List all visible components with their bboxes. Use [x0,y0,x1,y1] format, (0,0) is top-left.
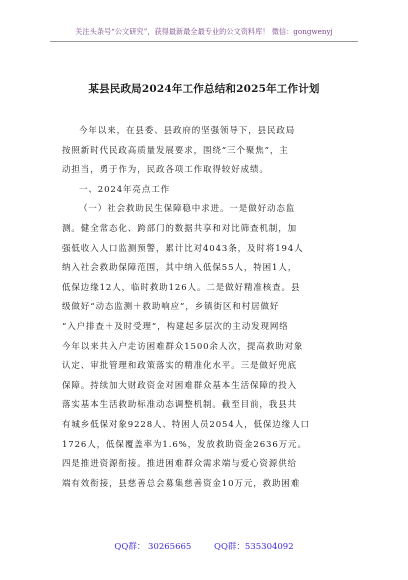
header-divider [50,41,358,42]
footer-qq-groups [0,540,408,552]
document-title: 某县民政局2024年工作总结和2025年工作计划 [88,83,320,95]
intro-line: 今年以来，在县委、县政府的坚强领导下，县民政局 [79,126,296,136]
intro-line: 动担当，勇于作为，民政各项工作取得较好成绩。 [62,165,269,176]
paragraph-line: 纳入社会救助保障范围，其中纳入低保55人，特困1人， [62,263,298,274]
intro-line: 按照新时代民政高质量发展要求，围绕“三个聚焦”，主 [62,145,289,156]
intro-paragraph [62,122,356,181]
section-heading: 一、2024年亮点工作 [79,184,171,195]
header-note: 关注头条号“公文研究”，获得最新最全最专业的公文资料库！ 微信：gongwenyj [75,27,333,36]
paragraph-line: 有城乡低保对象9228人、特困人员2054人，低保边缘人口 [62,419,310,430]
paragraph-line: 强低收入人口监测预警，累计比对4043条，及时将194人 [62,243,304,254]
paragraph-line: 保障。持续加大财政资金对困难群众基本生活保障的投入 [62,380,298,391]
document-body [62,122,356,494]
paragraph-line: 低保边缘12人，临时救助126人。二是做好精准核查。县 [62,282,301,293]
section-paragraph [62,200,356,494]
qq-group-1: QQ群： 30265665 [114,542,192,552]
paragraph-line: “入户排查＋及时受理”，构建起多层次的主动发现网络 [62,321,289,332]
paragraph-line: （一）社会救助民生保障稳中求进。一是做好动态监 [79,204,296,215]
paragraph-line: 1726人，低保覆盖率为1.6%，发放救助资金2636万元。 [62,439,307,450]
paragraph-line: 端有效衔接，县慈善总会募集慈善资金10万元，救助困难 [62,478,301,489]
qq-group-2: QQ群：535304092 [214,542,294,552]
paragraph-line: 四是推进资源衔接。推进困难群众需求端与爱心资源供给 [62,459,298,470]
paragraph-line: 落实基本生活救助标准动态调整机制。截至目前，我县共 [62,400,298,411]
paragraph-line: 测。健全常态化、跨部门的数据共享和对比筛查机制，加 [62,223,298,234]
paragraph-line: 认定、审批管理和政策落实的精准化水平。三是做好兜底 [62,361,298,372]
paragraph-line: 今年以来共入户走访困难群众1500余人次，提高救助对象 [62,341,304,352]
paragraph-line: 级做好“动态监测＋救助响应”，乡镇街区和村居做好 [62,302,280,313]
